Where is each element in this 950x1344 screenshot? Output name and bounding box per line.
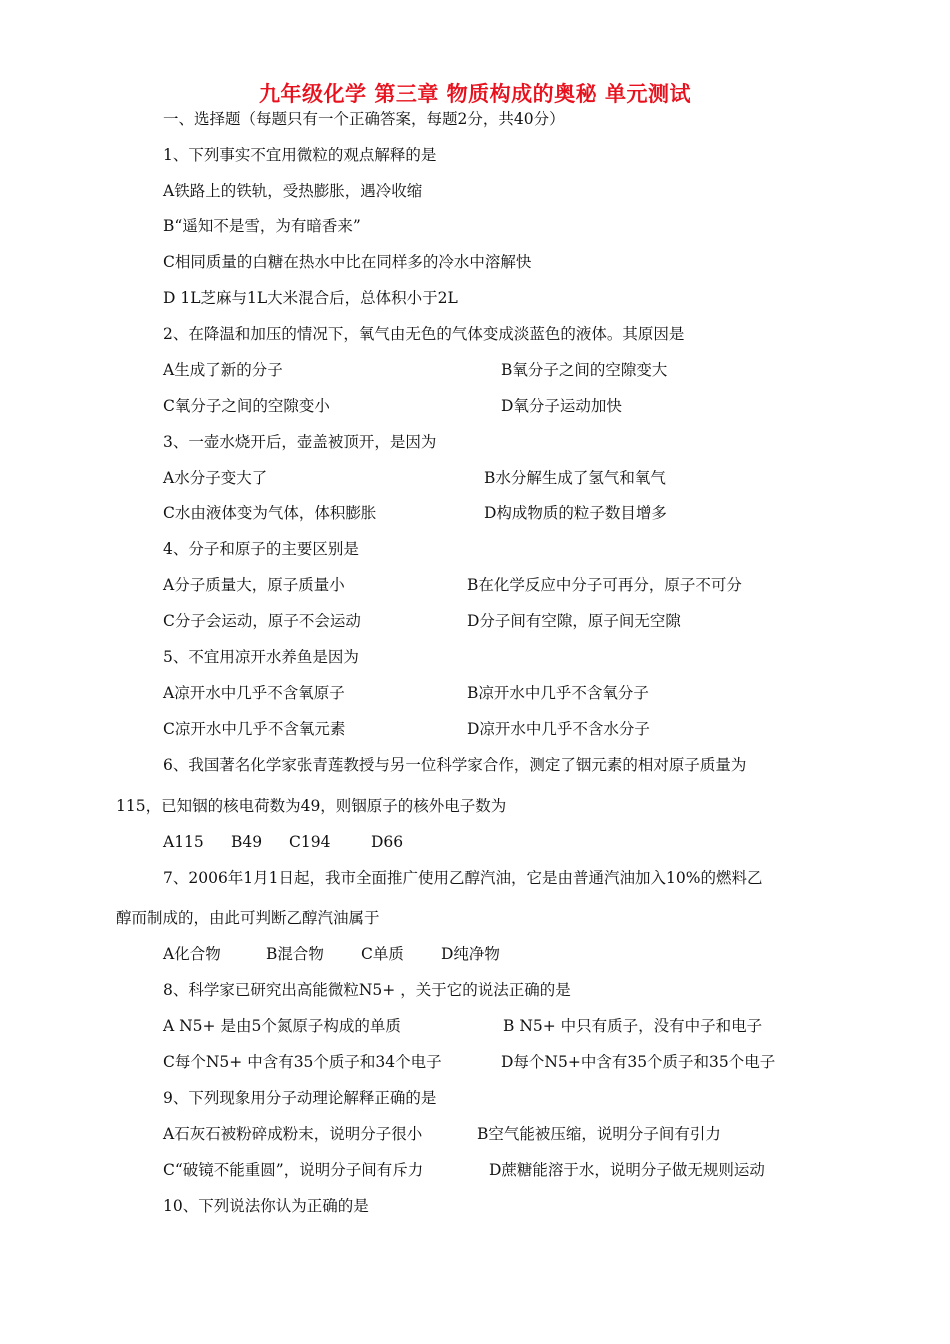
question-8-option-d: D每个N5+中含有35个质子和35个电子 (501, 1053, 776, 1071)
page-title: 九年级化学 第三章 物质构成的奥秘 单元测试 (259, 82, 691, 106)
question-7-stem: 7、2006年1月1日起，我市全面推广使用乙醇汽油，它是由普通汽油加入10%的燃料乙 (163, 869, 763, 887)
question-6-stem: 6、我国著名化学家张青莲教授与另一位科学家合作，测定了铟元素的相对原子质量为 (163, 756, 747, 774)
question-6-stem-continued: 115，已知铟的核电荷数为49，则铟原子的核外电子数为 (116, 797, 507, 815)
question-4-stem: 4、分子和原子的主要区别是 (163, 540, 359, 558)
question-3-option-b: B水分解生成了氢气和氧气 (484, 469, 666, 487)
question-5-option-a: A凉开水中几乎不含氧原子 (163, 684, 345, 702)
question-6-option-a: A115 (163, 833, 204, 851)
question-9-option-a: A石灰石被粉碎成粉末，说明分子很小 (163, 1125, 423, 1143)
question-1-option-c: C相同质量的白糖在热水中比在同样多的冷水中溶解快 (163, 253, 532, 271)
question-9-option-b: B空气能被压缩，说明分子间有引力 (477, 1125, 721, 1143)
question-1-option-a: A铁路上的铁轨，受热膨胀，遇冷收缩 (163, 182, 423, 200)
question-7-option-c: C单质 (361, 945, 404, 963)
question-7-stem-continued: 醇而制成的，由此可判断乙醇汽油属于 (116, 909, 380, 927)
question-7-option-a: A化合物 (163, 945, 221, 963)
question-4-option-b: B在化学反应中分子可再分，原子不可分 (467, 576, 742, 594)
question-8-option-a: A N5+ 是由5个氮原子构成的单质 (163, 1017, 401, 1035)
question-6-option-b: B49 (231, 833, 263, 851)
question-3-option-d: D构成物质的粒子数目增多 (484, 504, 667, 522)
section-heading: 一、选择题（每题只有一个正确答案，每题2分，共40分） (163, 110, 565, 128)
question-8-option-b: B N5+ 中只有质子，没有中子和电子 (503, 1017, 763, 1035)
question-7-option-d: D纯净物 (441, 945, 500, 963)
question-4-option-c: C分子会运动，原子不会运动 (163, 612, 361, 630)
question-5-option-b: B凉开水中几乎不含氧分子 (467, 684, 649, 702)
question-2-stem: 2、在降温和加压的情况下，氧气由无色的气体变成淡蓝色的液体。其原因是 (163, 325, 685, 343)
question-5-option-c: C凉开水中几乎不含氧元素 (163, 720, 346, 738)
question-9-option-c: C“破镜不能重圆”，说明分子间有斥力 (163, 1161, 424, 1179)
question-4-option-d: D分子间有空隙，原子间无空隙 (467, 612, 681, 630)
question-9-option-d: D蔗糖能溶于水，说明分子做无规则运动 (489, 1161, 765, 1179)
question-9-stem: 9、下列现象用分子动理论解释正确的是 (163, 1089, 437, 1107)
question-2-option-c: C氧分子之间的空隙变小 (163, 397, 330, 415)
question-10-stem: 10、下列说法你认为正确的是 (163, 1197, 369, 1215)
question-8-option-c: C每个N5+ 中含有35个质子和34个电子 (163, 1053, 442, 1071)
question-6-option-d: D66 (371, 833, 404, 851)
question-5-option-d: D凉开水中几乎不含水分子 (467, 720, 650, 738)
question-7-option-b: B混合物 (266, 945, 324, 963)
question-6-option-c: C194 (289, 833, 331, 851)
question-4-option-a: A分子质量大，原子质量小 (163, 576, 345, 594)
question-3-stem: 3、一壶水烧开后，壶盖被顶开，是因为 (163, 433, 437, 451)
question-1-option-b: B“遥知不是雪，为有暗香来” (163, 217, 361, 235)
question-3-option-a: A水分子变大了 (163, 469, 268, 487)
question-5-stem: 5、不宜用凉开水养鱼是因为 (163, 648, 359, 666)
question-2-option-d: D氧分子运动加快 (501, 397, 622, 415)
question-1-option-d: D 1L芝麻与1L大米混合后，总体积小于2L (163, 289, 458, 307)
question-3-option-c: C水由液体变为气体，体积膨胀 (163, 504, 377, 522)
question-2-option-b: B氧分子之间的空隙变大 (501, 361, 668, 379)
question-8-stem: 8、科学家已研究出高能微粒N5+ ，关于它的说法正确的是 (163, 981, 571, 999)
question-2-option-a: A生成了新的分子 (163, 361, 283, 379)
question-1-stem: 1、下列事实不宜用微粒的观点解释的是 (163, 146, 437, 164)
